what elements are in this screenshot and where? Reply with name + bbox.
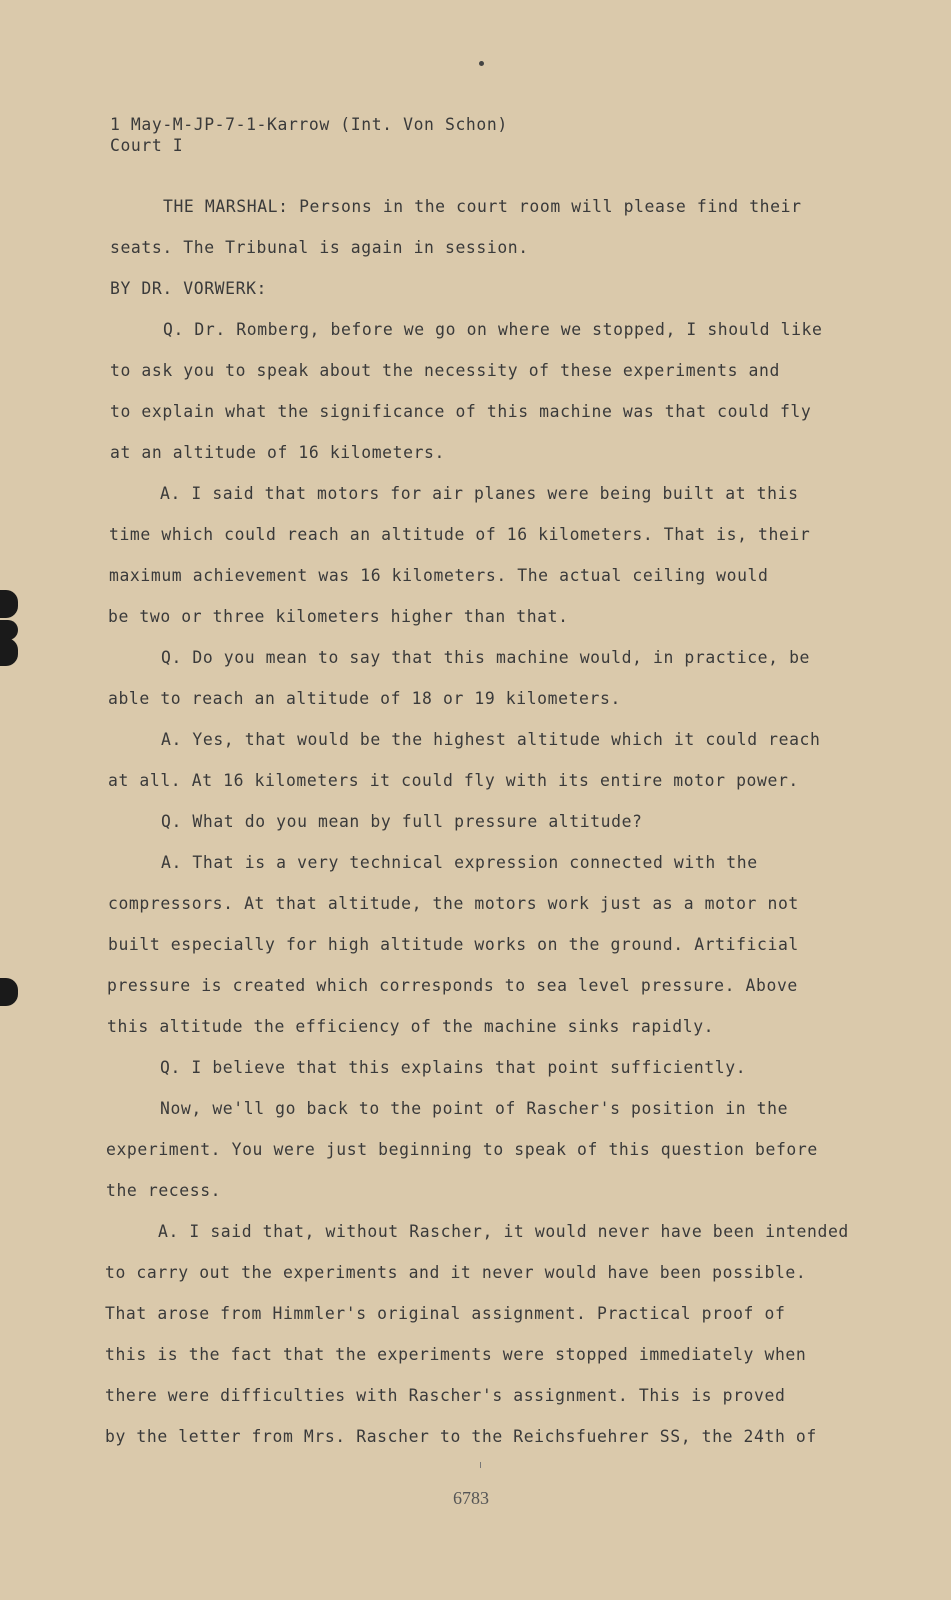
body-line: BY DR. VORWERK: [110, 279, 268, 298]
body-line: to explain what the significance of this machine was that could fly [110, 402, 812, 421]
body-line: Q. Do you mean to say that this machine would, in practice, be [161, 648, 811, 667]
body-line: built especially for high altitude works on the ground. Artificial [108, 935, 799, 954]
body-line: Q. Dr. Romberg, before we go on where we stopped, I should like [163, 320, 823, 339]
binder-hole-upper [0, 590, 18, 618]
binder-hole-upper-lower [0, 638, 18, 666]
header-court: Court I [110, 136, 184, 155]
ink-dot [479, 61, 484, 66]
body-line: experiment. You were just beginning to speak of this question before [106, 1140, 818, 1159]
body-line: by the letter from Mrs. Rascher to the Reichsfuehrer SS, the 24th of [105, 1427, 817, 1446]
body-line: A. I said that motors for air planes were being built at this [160, 484, 799, 503]
body-line: Now, we'll go back to the point of Rascher's position in the [160, 1099, 789, 1118]
page-number: 6783 [453, 1488, 489, 1508]
body-line: this is the fact that the experiments were stopped immediately when [105, 1345, 807, 1364]
body-line: A. Yes, that would be the highest altitude which it could reach [161, 730, 821, 749]
stray-mark [480, 1462, 481, 1468]
body-line: That arose from Himmler's original assignment. Practical proof of [105, 1304, 786, 1323]
binder-hole-lower [0, 978, 18, 1006]
body-line: maximum achievement was 16 kilometers. The actual ceiling would [109, 566, 769, 585]
body-line: pressure is created which corresponds to sea level pressure. Above [107, 976, 798, 995]
body-line: this altitude the efficiency of the machine sinks rapidly. [107, 1017, 715, 1036]
body-line: Q. I believe that this explains that point sufficiently. [160, 1058, 747, 1077]
body-line: compressors. At that altitude, the motors work just as a motor not [108, 894, 799, 913]
body-line: the recess. [106, 1181, 222, 1200]
body-line: at an altitude of 16 kilometers. [110, 443, 445, 462]
binder-hole-upper-tab [0, 620, 18, 640]
body-line: seats. The Tribunal is again in session. [110, 238, 529, 257]
body-line: to ask you to speak about the necessity of these experiments and [110, 361, 780, 380]
body-line: to carry out the experiments and it never would have been possible. [105, 1263, 807, 1282]
body-line: at all. At 16 kilometers it could fly with its entire motor power. [108, 771, 799, 790]
body-line: Q. What do you mean by full pressure altitude? [161, 812, 643, 831]
body-line: there were difficulties with Rascher's assignment. This is proved [105, 1386, 786, 1405]
body-line: A. I said that, without Rascher, it would never have been intended [158, 1222, 849, 1241]
body-line: time which could reach an altitude of 16 kilometers. That is, their [109, 525, 811, 544]
body-line: able to reach an altitude of 18 or 19 kilometers. [108, 689, 621, 708]
body-line: THE MARSHAL: Persons in the court room will please find their [163, 197, 802, 216]
header-reference: 1 May-M-JP-7-1-Karrow (Int. Von Schon) [110, 115, 508, 134]
body-line: be two or three kilometers higher than that. [108, 607, 569, 626]
body-line: A. That is a very technical expression connected with the [161, 853, 758, 872]
